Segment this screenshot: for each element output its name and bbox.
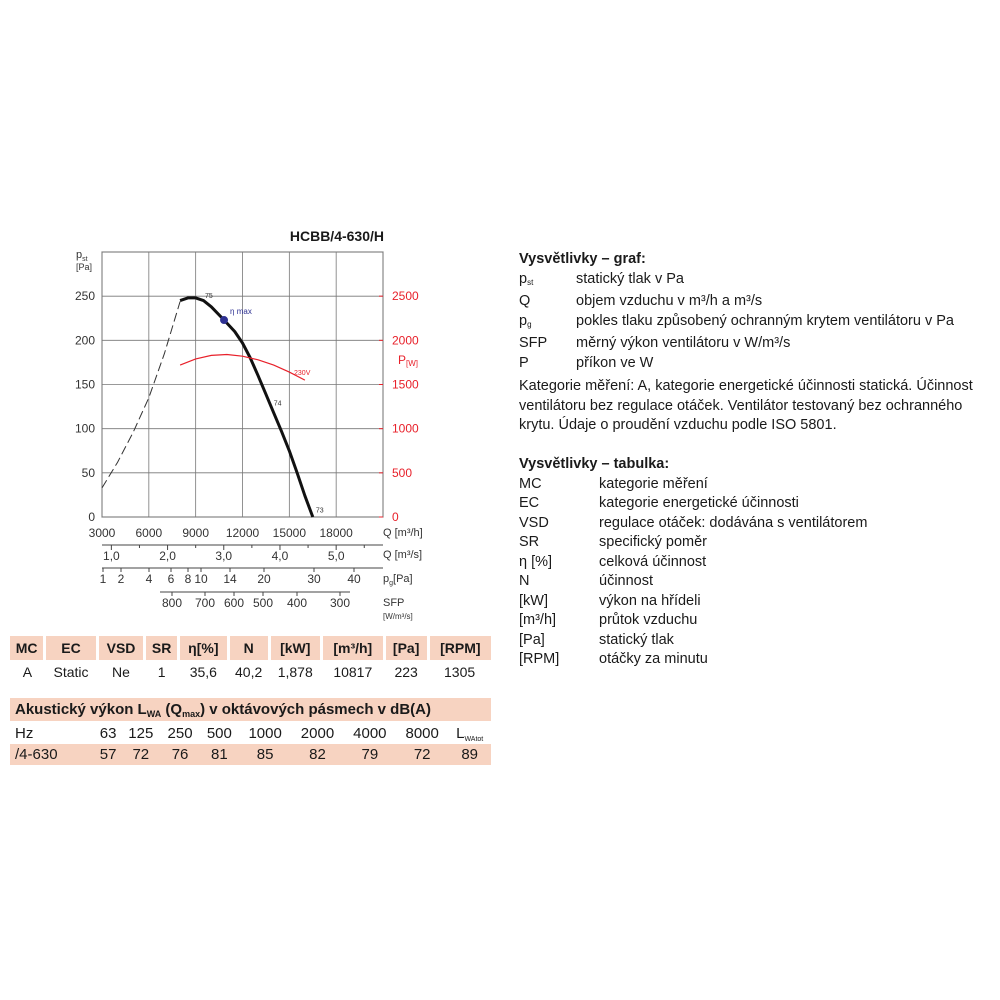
legend-graph-desc: statický tlak v Pa xyxy=(576,270,684,287)
legend-table-desc: otáčky za minutu xyxy=(599,651,708,667)
params-header-cell: [RPM] xyxy=(428,636,491,660)
acoustic-value: 76 xyxy=(160,744,199,765)
legend-table-desc: celková účinnost xyxy=(599,553,707,570)
legend-table-row xyxy=(519,494,867,514)
legend-graph-key: Q xyxy=(519,293,531,309)
legend-table-key: [m³/h] xyxy=(519,612,557,628)
x-tick-q-m3h: 12000 xyxy=(225,526,260,540)
params-header-cell: MC xyxy=(10,636,45,660)
legend-graph-key: SFP xyxy=(519,335,548,351)
x-tick-pg: 30 xyxy=(307,572,321,586)
legend-graph-row xyxy=(519,334,954,354)
x-tick-pg: 2 xyxy=(117,572,125,586)
legend-table-desc: specifický poměr xyxy=(599,534,707,550)
legend-table-row xyxy=(519,631,867,651)
acoustic-band: 63 xyxy=(99,725,117,742)
x-tick-q-m3h: 15000 xyxy=(272,526,307,540)
y-tick-label: 200 xyxy=(74,333,95,348)
params-value-cell: 223 xyxy=(394,664,418,680)
legend-table-desc: statický tlak xyxy=(599,631,674,648)
params-value-cell: 1,878 xyxy=(277,664,313,680)
params-header-cell: N xyxy=(228,636,269,660)
acoustic-band: 250 xyxy=(167,725,193,742)
params-table xyxy=(10,636,491,684)
pressure-curve xyxy=(180,298,313,517)
y-tick-label: 150 xyxy=(74,377,95,392)
acoustic-band: 2000 xyxy=(300,725,335,742)
legend-table-row xyxy=(519,572,867,592)
acoustic-title: Akustický výkon $L_{WA}$ $(Q_{max})$ v oktávových pásmech v dB(A) xyxy=(10,698,491,721)
x-tick-sfp: 800 xyxy=(161,596,183,610)
x-tick-sfp: 600 xyxy=(223,596,245,610)
x-tick-sfp: 500 xyxy=(252,596,274,610)
x-tick-q-m3s: 2,0 xyxy=(159,549,176,563)
params-header-cell: [kW] xyxy=(269,636,321,660)
y-tick-label: 250 xyxy=(74,289,95,304)
legend-table-key: MC xyxy=(519,475,542,492)
x-axis-q-m3s-label: Q [m³/s] xyxy=(383,549,423,561)
legend-table-row xyxy=(519,611,867,631)
y-tick-label: 50 xyxy=(81,465,95,480)
legend-table-key: N xyxy=(519,573,530,589)
y2-tick-label: 0 xyxy=(392,510,399,524)
legend-table-row xyxy=(519,650,867,670)
params-header-cell: [Pa] xyxy=(384,636,428,660)
legend-table-row xyxy=(519,475,867,495)
curve-annotation: 73 xyxy=(315,507,324,515)
params-header-cell: η[%] xyxy=(178,636,228,660)
curve-annotation: 74 xyxy=(273,400,282,408)
chart-grid xyxy=(102,252,383,517)
curve-annotation: 75 xyxy=(205,292,213,300)
acoustic-hz-row xyxy=(10,723,491,744)
legend-graph-row xyxy=(519,292,954,312)
x-tick-pg: 40 xyxy=(347,572,361,586)
legend-graph-row xyxy=(519,312,954,335)
legend-table-key: VSD xyxy=(519,514,549,531)
legend-graph-desc: objem vzduchu v m³/h a m³/s xyxy=(576,293,763,309)
x-tick-pg: 1 xyxy=(99,572,107,586)
x-tick-pg: 8 xyxy=(184,572,192,586)
acoustic-band: 4000 xyxy=(353,725,387,742)
acoustic-table xyxy=(10,723,491,765)
y2-axis-label: P[W] xyxy=(398,353,419,368)
x-axis-sfp-unit: [W/m³/s] xyxy=(383,612,413,621)
x-tick-q-m3s: 5,0 xyxy=(327,549,345,563)
acoustic-value: 85 xyxy=(239,744,291,765)
acoustic-band: 125 xyxy=(128,725,154,742)
params-header-cell: VSD xyxy=(97,636,145,660)
legend-table-key: [RPM] xyxy=(519,651,560,667)
acoustic-value: 57 xyxy=(95,744,121,765)
x-tick-pg: 4 xyxy=(145,572,153,586)
legend-table-key: η [%] xyxy=(519,553,553,570)
params-value-cell: 1 xyxy=(157,664,166,680)
y2-tick-label: 1000 xyxy=(392,421,419,436)
params-value-row xyxy=(10,660,491,684)
legend-graph-row xyxy=(519,354,954,374)
acoustic-band: 500 xyxy=(206,725,232,742)
eta-max-point xyxy=(220,316,228,324)
x-tick-q-m3s: 1,0 xyxy=(103,549,120,563)
x-tick-q-m3h: 6000 xyxy=(135,526,163,540)
x-axis-q-m3h-label: Q [m³/h] xyxy=(383,527,423,539)
x-tick-sfp: 400 xyxy=(286,596,308,610)
legend-table-key: [Pa] xyxy=(519,631,545,648)
fan-curve-chart xyxy=(0,0,500,630)
acoustic-row-label: /4-630 xyxy=(10,744,95,765)
params-value-cell: Ne xyxy=(112,664,130,680)
x-tick-q-m3s: 3,0 xyxy=(215,549,233,563)
x-tick-q-m3h: 9000 xyxy=(182,526,210,540)
legend-graph-desc: příkon ve W xyxy=(576,354,654,371)
legend-graph-key: $p_g$ xyxy=(519,312,532,329)
x-tick-sfp: 300 xyxy=(329,596,351,610)
y-tick-label: 100 xyxy=(74,421,95,436)
legend-graph-key: $p_{st}$ xyxy=(519,270,534,287)
legend-table-key: EC xyxy=(519,495,540,511)
measurement-note: Kategorie měření: A, kategorie energetické účinnosti statická. Účinnost ventilátoru bez regulace otáček. Ventilátor testovaný bez ochranného krytu. Údaje o proudění vzduchu podle ISO 5801. xyxy=(519,378,973,433)
eta-max-label: η max xyxy=(230,307,252,317)
params-header-cell: EC xyxy=(45,636,97,660)
legend-table-desc: výkon na hřídeli xyxy=(599,592,701,609)
legend-table-desc: průtok vzduchu xyxy=(599,612,698,628)
params-value-cell: 10817 xyxy=(333,664,373,680)
acoustic-value: 82 xyxy=(291,744,343,765)
legend-table-desc: kategorie energetické účinnosti xyxy=(599,495,799,511)
legend-table-row xyxy=(519,514,867,534)
params-value-cell: 35,6 xyxy=(189,664,217,680)
acoustic-value: 89 xyxy=(448,744,491,765)
params-value-cell: 1305 xyxy=(444,664,476,680)
params-value-cell: 40,2 xyxy=(235,664,263,680)
chart-axes xyxy=(75,289,419,610)
params-value-cell: A xyxy=(22,664,33,680)
params-header-row xyxy=(10,636,491,660)
acoustic-value-row xyxy=(10,744,491,765)
legend-graph xyxy=(519,250,954,373)
legend-table-row xyxy=(519,553,867,573)
legend-table-desc: účinnost xyxy=(599,573,654,589)
legend-table xyxy=(519,455,867,670)
acoustic-value: 81 xyxy=(200,744,239,765)
x-tick-sfp: 700 xyxy=(194,596,216,610)
x-tick-pg: 20 xyxy=(257,572,271,586)
x-axis-pg-label: $p_g[Pa]$ xyxy=(383,573,413,587)
acoustic-hz-label: Hz xyxy=(15,725,34,742)
legend-graph-desc: měrný výkon ventilátoru v W/m³/s xyxy=(576,335,791,351)
chart-annotations xyxy=(205,293,324,515)
acoustic-value: 72 xyxy=(121,744,160,765)
x-tick-q-m3h: 18000 xyxy=(319,526,353,540)
params-header-cell: [m³/h] xyxy=(321,636,384,660)
x-axis-sfp-label: SFP xyxy=(383,597,405,609)
legend-graph-title: Vysvětlivky – graf: xyxy=(519,251,646,267)
y-axis-label: $p_{st}$ xyxy=(76,249,88,263)
x-tick-pg: 14 xyxy=(223,572,237,586)
legend-table-title: Vysvětlivky – tabulka: xyxy=(519,456,670,472)
pressure-curve-dashed xyxy=(102,302,180,488)
legend-table-desc: kategorie měření xyxy=(599,475,708,492)
y2-tick-label: 1500 xyxy=(392,377,419,392)
x-tick-pg: 10 xyxy=(194,572,208,586)
acoustic-band: 1000 xyxy=(248,725,282,742)
x-tick-pg: 6 xyxy=(167,572,175,586)
curve-annotation: 230V xyxy=(294,369,311,377)
y2-tick-label: 2000 xyxy=(392,333,419,348)
legend-graph-desc: pokles tlaku způsobený ochranným krytem ventilátoru v Pa xyxy=(576,312,954,329)
params-value-cell: Static xyxy=(53,664,89,680)
legend-graph-key: P xyxy=(519,354,529,371)
chart-title: HCBB/4-630/H xyxy=(289,228,384,244)
legend-table-key: [kW] xyxy=(519,592,548,609)
acoustic-value: 72 xyxy=(396,744,448,765)
legend-graph-row xyxy=(519,270,954,293)
x-tick-q-m3s: 4,0 xyxy=(271,549,289,563)
acoustic-band: 8000 xyxy=(405,725,439,742)
x-tick-q-m3h: 3000 xyxy=(88,526,116,540)
acoustic-value: 79 xyxy=(344,744,396,765)
y2-tick-label: 500 xyxy=(392,465,413,480)
y2-tick-label: 2500 xyxy=(392,289,419,304)
legend-table-row xyxy=(519,533,867,553)
legend-table-key: SR xyxy=(519,534,540,550)
y-tick-label: 0 xyxy=(88,510,95,524)
legend-table-desc: regulace otáček: dodávána s ventilátorem xyxy=(599,514,868,531)
acoustic-total-label: $L_{WAtot}$ xyxy=(456,724,484,743)
params-header-cell: SR xyxy=(145,636,179,660)
legend-table-row xyxy=(519,592,867,612)
y-axis-unit: [Pa] xyxy=(76,262,93,272)
